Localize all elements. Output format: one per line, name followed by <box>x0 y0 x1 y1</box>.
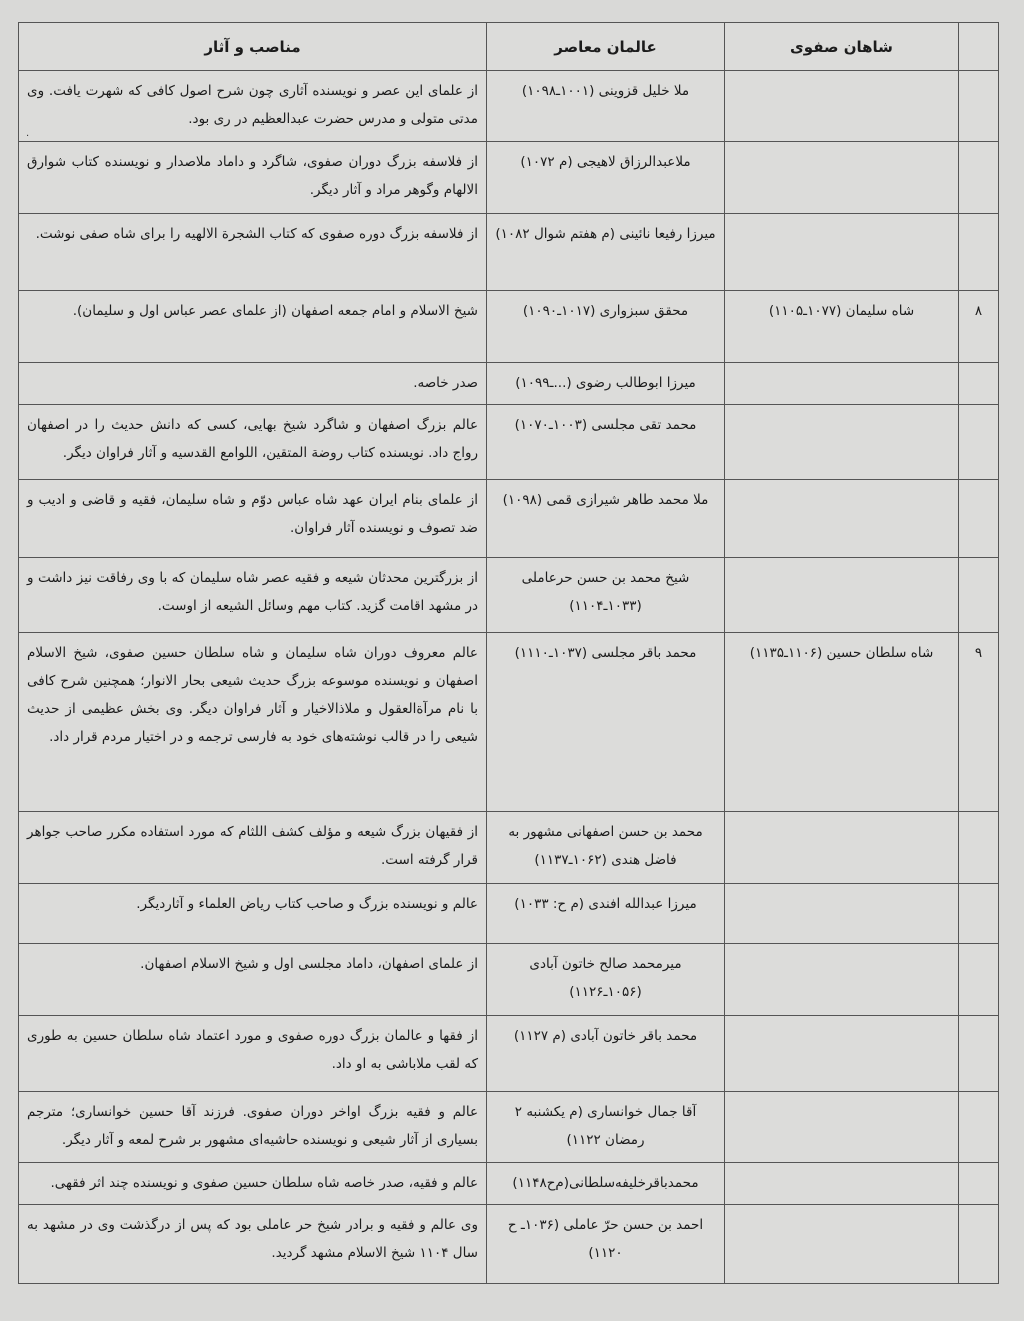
table-row <box>19 944 999 1015</box>
positions-works-cell: عالم و نویسنده بزرگ و صاحب کتاب ریاض العلماء و آثاردیگر. <box>19 884 487 944</box>
positions-works-cell: از بزرگترین محدثان شیعه و فقیه عصر شاه سلیمان که با وی رفاقت نیز داشت و در مشهد اقامت گزید. کتاب مهم وسائل الشیعه از اوست. <box>19 558 487 632</box>
table-row <box>19 363 999 405</box>
safavid-king-cell <box>725 1015 959 1091</box>
row-number <box>959 1205 999 1284</box>
header-positions-and-works: مناصب و آثار <box>19 23 487 71</box>
table-row <box>19 632 999 812</box>
row-number: ۹ <box>959 632 999 812</box>
table-row <box>19 1163 999 1205</box>
row-number <box>959 558 999 632</box>
safavid-king-cell <box>725 142 959 214</box>
table-body <box>19 71 999 1284</box>
row-number: ۸ <box>959 290 999 362</box>
scholar-name-cell: محمد باقر خاتون آبادی (م ۱۱۲۷) <box>487 1015 725 1091</box>
safavid-king-cell <box>725 884 959 944</box>
positions-works-cell: از فلاسفه بزرگ دوره صفوی که کتاب الشجرة الالهیه را برای شاه صفی نوشت. <box>19 214 487 290</box>
positions-works-cell: شیخ الاسلام و امام جمعه اصفهان (از علمای عصر عباس اول و سلیمان). <box>19 290 487 362</box>
positions-works-cell: عالم معروف دوران شاه سلیمان و شاه سلطان حسین صفوی، شیخ الاسلام اصفهان و نویسنده موسوعه بزرگ حدیث شیعی بحار الانوار؛ همچنین شرح کافی با نام مرآةالعقول و ملاذالاخیار و آثار فراوان دیگر. وی بخش عظیمی از حدیث شیعی را در قالب نوشته‌های خود به فارسی ترجمه و در اختیار مردم قرار داد. <box>19 632 487 812</box>
safavid-scholars-table <box>18 22 999 1284</box>
positions-works-cell: از فلاسفه بزرگ دوران صفوی، شاگرد و داماد ملاصدار و نویسنده کتاب شوارق الالهام وگوهر مراد و آثار دیگر. <box>19 142 487 214</box>
scholar-name-cell: ملا خلیل قزوینی (۱۰۰۱ـ۱۰۹۸) <box>487 71 725 142</box>
scholar-name-cell: شیخ محمد بن حسن حرعاملی (۱۰۳۳ـ۱۱۰۴) <box>487 558 725 632</box>
table-row <box>19 1015 999 1091</box>
row-number <box>959 944 999 1015</box>
table-row <box>19 290 999 362</box>
row-number <box>959 214 999 290</box>
table-row <box>19 1091 999 1162</box>
safavid-king-cell <box>725 363 959 405</box>
safavid-king-cell <box>725 812 959 884</box>
row-number <box>959 142 999 214</box>
row-number <box>959 479 999 557</box>
safavid-king-cell: شاه سلیمان (۱۰۷۷ـ۱۱۰۵) <box>725 290 959 362</box>
scholar-name-cell: محمد بن حسن اصفهانی مشهور به فاضل هندی (۱۰۶۲ـ۱۱۳۷) <box>487 812 725 884</box>
positions-works-cell: از فقها و عالمان بزرگ دوره صفوی و مورد اعتماد شاه سلطان حسین به طوری که لقب ملاباشی به او داد. <box>19 1015 487 1091</box>
safavid-king-cell <box>725 405 959 479</box>
margin-mark: . <box>26 128 30 139</box>
table-row <box>19 812 999 884</box>
row-number <box>959 71 999 142</box>
positions-works-cell: از فقیهان بزرگ شیعه و مؤلف کشف اللثام که مورد استفاده مکرر صاحب جواهر قرار گرفته است. <box>19 812 487 884</box>
scholar-name-cell: میرزا عبدالله افندی (م ح: ۱۰۳۳) <box>487 884 725 944</box>
positions-works-cell: عالم بزرگ اصفهان و شاگرد شیخ بهایی، کسی که دانش حدیث را در اصفهان رواج داد. نویسنده کتاب روضة المتقین، اللوامع القدسیه و آثار فراوان دیگر. <box>19 405 487 479</box>
row-number <box>959 1015 999 1091</box>
positions-works-cell: صدر خاصه. <box>19 363 487 405</box>
header-safavid-kings: شاهان صفوی <box>725 23 959 71</box>
safavid-king-cell <box>725 1163 959 1205</box>
scholar-name-cell: احمد بن حسن حرّ عاملی (۱۰۳۶ـ ح ۱۱۲۰) <box>487 1205 725 1284</box>
positions-works-cell: عالم و فقیه بزرگ اواخر دوران صفوی. فرزند آقا حسین خوانساری؛ مترجم بسیاری از آثار شیعی و نویسنده حاشیه‌ای مشهور بر شرح لمعه و آثار دیگر. <box>19 1091 487 1162</box>
table-row <box>19 405 999 479</box>
safavid-king-cell <box>725 1091 959 1162</box>
row-number <box>959 1163 999 1205</box>
safavid-king-cell <box>725 214 959 290</box>
safavid-king-cell: شاه سلطان حسین (۱۱۰۶ـ۱۱۳۵) <box>725 632 959 812</box>
table-header-row <box>19 23 999 71</box>
scholar-name-cell: محمد باقر مجلسی (۱۰۳۷ـ۱۱۱۰) <box>487 632 725 812</box>
safavid-king-cell <box>725 479 959 557</box>
positions-works-cell: از علمای این عصر و نویسنده آثاری چون شرح اصول کافی که شهرت یافت. وی مدتی متولی و مدرس حضرت عبدالعظیم در ری بود. <box>19 71 487 142</box>
table-row <box>19 558 999 632</box>
row-number <box>959 884 999 944</box>
positions-works-cell: عالم و فقیه، صدر خاصه شاه سلطان حسین صفوی و نویسنده چند اثر فقهی. <box>19 1163 487 1205</box>
row-number <box>959 405 999 479</box>
positions-works-cell: وی عالم و فقیه و برادر شیخ حر عاملی بود که پس از درگذشت وی در مشهد به سال ۱۱۰۴ شیخ الاسلام مشهد گردید. <box>19 1205 487 1284</box>
safavid-king-cell <box>725 71 959 142</box>
table-row <box>19 479 999 557</box>
positions-works-cell: از علمای اصفهان، داماد مجلسی اول و شیخ الاسلام اصفهان. <box>19 944 487 1015</box>
scholar-name-cell: آقا جمال خوانساری (م یکشنبه ۲ رمضان ۱۱۲۲) <box>487 1091 725 1162</box>
row-number <box>959 1091 999 1162</box>
table-row <box>19 71 999 142</box>
header-number <box>959 23 999 71</box>
row-number <box>959 363 999 405</box>
safavid-king-cell <box>725 1205 959 1284</box>
scholar-name-cell: محمدباقرخلیفه‌سلطانی(م‌ح۱۱۴۸) <box>487 1163 725 1205</box>
scholar-name-cell: محمد تقی مجلسی (۱۰۰۳ـ۱۰۷۰) <box>487 405 725 479</box>
scholar-name-cell: میرمحمد صالح خاتون آبادی (۱۰۵۶ـ۱۱۲۶) <box>487 944 725 1015</box>
table-row <box>19 1205 999 1284</box>
scholar-name-cell: محقق سبزواری (۱۰۱۷ـ۱۰۹۰) <box>487 290 725 362</box>
safavid-king-cell <box>725 944 959 1015</box>
table-row <box>19 884 999 944</box>
positions-works-cell: از علمای بنام ایران عهد شاه عباس دوّم و شاه سلیمان، فقیه و قاضی و ادیب و ضد تصوف و نویسنده آثار فراوان. <box>19 479 487 557</box>
table-row <box>19 142 999 214</box>
scholar-name-cell: میرزا ابوطالب رضوی (...ـ۱۰۹۹) <box>487 363 725 405</box>
scholar-name-cell: ملا محمد طاهر شیرازی قمی (۱۰۹۸) <box>487 479 725 557</box>
safavid-king-cell <box>725 558 959 632</box>
header-contemporary-scholars: عالمان معاصر <box>487 23 725 71</box>
row-number <box>959 812 999 884</box>
scholar-name-cell: میرزا رفیعا نائینی (م هفتم شوال ۱۰۸۲) <box>487 214 725 290</box>
scholar-name-cell: ملاعبدالرزاق لاهیجی (م ۱۰۷۲) <box>487 142 725 214</box>
table-row <box>19 214 999 290</box>
